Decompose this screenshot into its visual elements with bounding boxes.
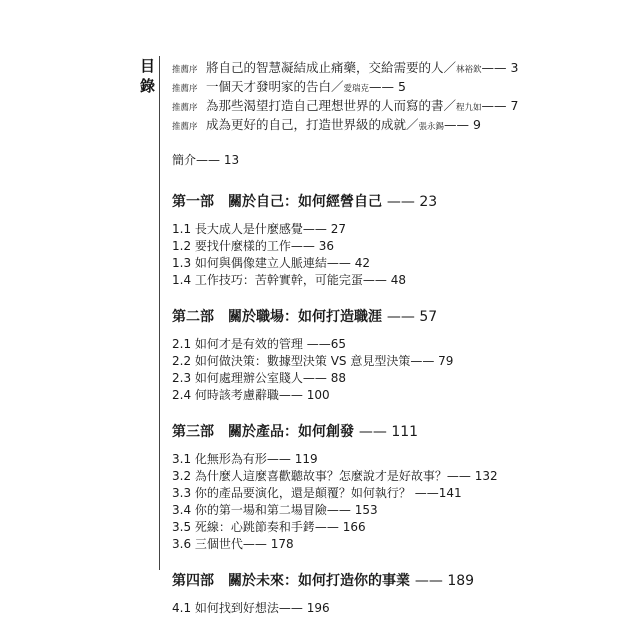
- chapter-entry: 4.1 如何找到好想法—— 196: [172, 601, 330, 615]
- chapter-entry: 3.3 你的產品要演化，還是顛覆？如何執行？ ——141: [172, 486, 462, 500]
- part-heading: [172, 191, 632, 211]
- recommendation-entry: [172, 58, 632, 77]
- part-title: 第三部 關於產品：如何創發: [172, 424, 354, 440]
- chapter-entry: 1.2 要找什麼樣的工作—— 36: [172, 239, 334, 253]
- recommendation-list: [172, 58, 632, 134]
- part-heading: [172, 570, 632, 590]
- recommendation-author: 程九如: [456, 103, 482, 113]
- intro-entry: 簡介—— 13: [172, 153, 240, 167]
- recommendation-entry: [172, 77, 632, 96]
- recommendation-author: 愛瑞克: [343, 84, 370, 94]
- toc-content: [172, 58, 632, 616]
- recommendation-author: 林裕欽: [456, 65, 482, 75]
- chapter-entry: 1.1 長大成人是什麼感覺—— 27: [172, 222, 346, 236]
- chapter-list: [172, 450, 632, 552]
- recommendation-tag: 推薦序: [172, 65, 198, 75]
- chapter-entry: 3.5 死線：心跳節奏和手銬—— 166: [172, 520, 366, 534]
- recommendation-page: —— 3: [481, 60, 519, 75]
- recommendation-tag: 推薦序: [172, 84, 198, 94]
- recommendation-page: —— 7: [481, 98, 519, 113]
- recommendation-entry: [172, 96, 632, 115]
- chapter-entry: 2.3 如何處理辦公室賤人—— 88: [172, 371, 346, 385]
- recommendation-tag: 推薦序: [172, 122, 198, 132]
- recommendation-page: —— 5: [369, 79, 406, 94]
- recommendation-author: 張永錫: [418, 122, 445, 132]
- chapter-entry: 3.4 你的第一場和第二場冒險—— 153: [172, 503, 378, 517]
- chapter-entry: 2.4 何時該考慮辭職—— 100: [172, 388, 330, 402]
- part-page: —— 189: [414, 573, 475, 589]
- part-page: —— 111: [358, 424, 419, 440]
- part-page: —— 57: [386, 309, 438, 325]
- chapter-entry: 1.3 如何與偶像建立人脈連結—— 42: [172, 256, 370, 270]
- chapter-list: [172, 220, 632, 288]
- recommendation-title: 一個天才發明家的告白／: [206, 79, 344, 94]
- chapter-entry: 2.2 如何做決策：數據型決策 VS 意見型決策—— 79: [172, 354, 454, 368]
- toc-vertical-title: 目錄: [140, 57, 156, 95]
- part-page: —— 23: [386, 194, 438, 210]
- chapter-entry: 1.4 工作技巧：苦幹實幹，可能完蛋—— 48: [172, 273, 406, 287]
- chapter-entry: 3.2 為什麼人這麼喜歡聽故事？怎麼說才是好故事？—— 132: [172, 469, 498, 483]
- part-heading: [172, 306, 632, 326]
- recommendation-title: 成為更好的自己，打造世界級的成就／: [206, 117, 419, 132]
- recommendation-title: 將自己的智慧凝結成止痛藥，交給需要的人／: [206, 60, 457, 75]
- chapter-entry: 2.1 如何才是有效的管理 ——65: [172, 337, 346, 351]
- chapter-list: [172, 599, 632, 616]
- part-heading: [172, 421, 632, 441]
- part-title: 第一部 關於自己：如何經營自己: [172, 194, 382, 210]
- recommendation-tag: 推薦序: [172, 103, 198, 113]
- vertical-divider: [159, 56, 160, 570]
- part-title: 第二部 關於職場：如何打造職涯: [172, 309, 382, 325]
- recommendation-entry: [172, 115, 632, 134]
- chapter-entry: 3.6 三個世代—— 178: [172, 537, 294, 551]
- recommendation-title: 為那些渴望打造自己理想世界的人而寫的書／: [206, 98, 457, 113]
- chapter-entry: 3.1 化無形為有形—— 119: [172, 452, 318, 466]
- chapter-list: [172, 335, 632, 403]
- recommendation-page: —— 9: [444, 117, 481, 132]
- part-title: 第四部 關於未來：如何打造你的事業: [172, 573, 410, 589]
